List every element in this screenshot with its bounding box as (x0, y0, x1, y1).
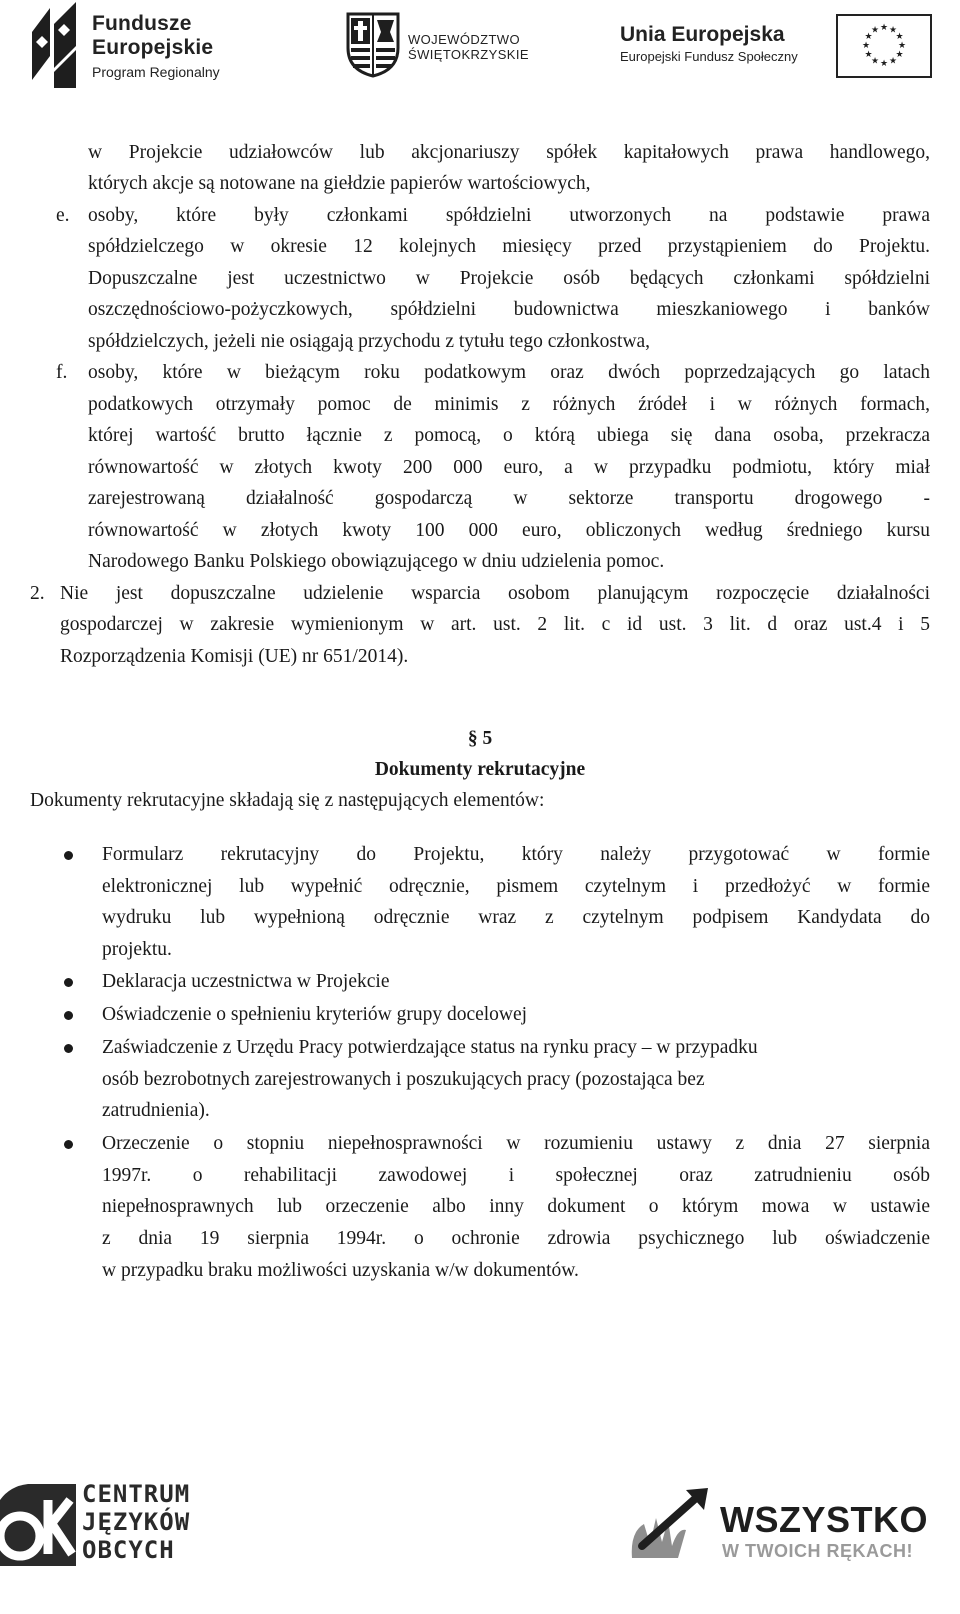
list-item-e-line: spółdzielczych, jeżeli nie osiągają przychodu z tytułu tego członkostwa, (88, 331, 651, 352)
hand-arrow-icon (626, 1488, 718, 1566)
svg-text:★: ★ (864, 50, 873, 60)
svg-text:★: ★ (895, 50, 904, 60)
bullet-item-line: w przypadku braku możliwości uzyskania w/w dokumentów. (102, 1260, 579, 1281)
bullet-dot (64, 978, 73, 987)
bullet-item-line: projektu. (102, 939, 172, 960)
slogan-line1: WSZYSTKO (720, 1499, 928, 1540)
svg-text:★: ★ (888, 25, 898, 36)
svg-text:★: ★ (861, 41, 871, 51)
bullet-item-line: z dnia 19 sierpnia 1994r. o ochronie zdrowia psychicznego lub oświadczenie (102, 1228, 930, 1249)
eu-flag-icon (836, 14, 932, 78)
paragraph-2-line: gospodarczej w zakresie wymienionym w art. ust. 2 lit. c id ust. 3 lit. d oraz ust.4 i 5 (60, 614, 930, 635)
list-item-f-line: zarejestrowaną działalność gospodarczą w sektorze transportu drogowego - (88, 488, 930, 509)
svg-text:★: ★ (897, 41, 907, 51)
bullet-item-line: elektronicznej lub wypełnić odręcznie, pismem czytelnym i przedłożyć w formie (102, 876, 930, 897)
svg-text:★: ★ (870, 25, 880, 36)
bullet-item-line: Deklaracja uczestnictwa w Projekcie (102, 971, 390, 992)
bullet-item-line: Orzeczenie o stopniu niepełnosprawności w rozumieniu ustawy z dnia 27 sierpnia (102, 1133, 930, 1154)
section-title: Dokumenty rekrutacyjne (374, 759, 586, 780)
cjo-logo-line1: CENTRUM (82, 1480, 191, 1508)
list-item-e-line: spółdzielczego w okresie 12 kolejnych miesięcy przed przystąpieniem do Projektu. (88, 236, 930, 257)
list-marker-f: f. (56, 362, 68, 383)
svg-text:★: ★ (879, 23, 889, 33)
list-marker-e: e. (56, 205, 70, 226)
bullet-dot (64, 1011, 73, 1020)
svg-text:★: ★ (888, 56, 898, 67)
paragraph-line: w Projekcie udziałowców lub akcjonariuszy spółek kapitałowych prawa handlowego, (88, 142, 930, 163)
list-item-e-line: oszczędnościowo-pożyczkowych, spółdzielni budownictwa mieszkaniowego i banków (88, 299, 930, 320)
bullet-item-line: wydruku lub wypełnioną odręcznie wraz z czytelnym podpisem Kandydata do (102, 907, 930, 928)
fe-logo-line2: Europejskie (92, 36, 214, 59)
bullet-item-line: niepełnosprawnych lub orzeczenie albo inny dokument o którym mowa w ustawie (102, 1196, 930, 1217)
eu-logo-line2: Europejski Fundusz Społeczny (620, 49, 798, 64)
bullet-item-line: Oświadczenie o spełnieniu kryteriów grupy docelowej (102, 1004, 528, 1025)
bullet-dot (64, 1140, 73, 1149)
svg-text:★: ★ (879, 59, 889, 69)
cjo-logo-line2: JĘZYKÓW (82, 1508, 191, 1536)
list-item-f-line: której wartość brutto łącznie z pomocą, o którą ubiega się dana osoba, przekracza (88, 425, 930, 446)
list-item-e-line: Dopuszczalne jest uczestnictwo w Projekcie osób będących członkami spółdzielni (88, 268, 930, 289)
unia-europejska-logo (620, 14, 940, 84)
paragraph-2-line: Rozporządzenia Komisji (UE) nr 651/2014). (60, 646, 409, 667)
bullet-item-line: Formularz rekrutacyjny do Projektu, który należy przygotować w formie (102, 844, 930, 865)
cjo-emblem-icon (0, 1480, 76, 1566)
fe-logo-line1: Fundusze (92, 12, 192, 35)
list-item-f-line: Narodowego Banku Polskiego obowiązującego w dniu udzielenia pomoc. (88, 551, 665, 572)
slogan-line2: W TWOICH RĘKACH! (722, 1541, 913, 1561)
fe-logo-line3: Program Regionalny (92, 64, 220, 80)
cjo-logo-line3: OBCYCH (82, 1536, 175, 1564)
list-item-f-line: równowartość w złotych kwoty 200 000 euro, a w przypadku podmiotu, który miał (88, 457, 930, 478)
region-logo-line2: ŚWIĘTOKRZYSKIE (408, 47, 529, 62)
wojewodztwo-swietokrzyskie-logo (346, 12, 556, 80)
bullet-item-line: osób bezrobotnych zarejestrowanych i poszukujących pracy (pozostająca bez (102, 1069, 705, 1090)
region-crest-icon (346, 12, 400, 78)
bullet-item-line: Zaświadczenie z Urzędu Pracy potwierdzające status na rynku pracy – w przypadku (102, 1037, 758, 1058)
svg-text:★: ★ (864, 32, 873, 42)
list-item-f-line: osoby, które w bieżącym roku podatkowym oraz dwóch poprzedzających go latach (88, 362, 930, 383)
paragraph-line: których akcje są notowane na giełdzie papierów wartościowych, (88, 173, 591, 194)
bullet-item-line: zatrudnienia). (102, 1100, 210, 1121)
page-header (0, 0, 960, 92)
section-number: § 5 (467, 728, 493, 749)
paragraph-number-2: 2. (30, 583, 45, 604)
wszystko-w-twoich-rekach-logo (626, 1488, 928, 1568)
fundusze-europejskie-logo (28, 2, 248, 88)
bullet-dot (64, 1044, 73, 1053)
section-intro: Dokumenty rekrutacyjne składają się z następujących elementów: (30, 790, 545, 811)
list-item-f-line: równowartość w złotych kwoty 100 000 euro, obliczonych według średniego kursu (88, 520, 930, 541)
list-item-f-line: podatkowych otrzymały pomoc de minimis z różnych źródeł i w różnych formach, (88, 394, 930, 415)
region-logo-line1: WOJEWÓDZTWO (408, 32, 520, 47)
bullet-item-line: 1997r. o rehabilitacji zawodowej i społecznej oraz zatrudnieniu osób (102, 1165, 930, 1186)
paragraph-2-line: Nie jest dopuszczalne udzielenie wsparcia osobom planującym rozpoczęcie działalności (60, 583, 930, 604)
fundusze-europejskie-emblem-icon (28, 2, 80, 88)
svg-text:★: ★ (895, 32, 904, 42)
svg-text:★: ★ (870, 56, 880, 67)
bullet-dot (64, 851, 73, 860)
list-item-e-line: osoby, które były członkami spółdzielni utworzonych na podstawie prawa (88, 205, 930, 226)
centrum-jezykow-obcych-logo (0, 1478, 191, 1570)
eu-logo-line1: Unia Europejska (620, 23, 785, 46)
